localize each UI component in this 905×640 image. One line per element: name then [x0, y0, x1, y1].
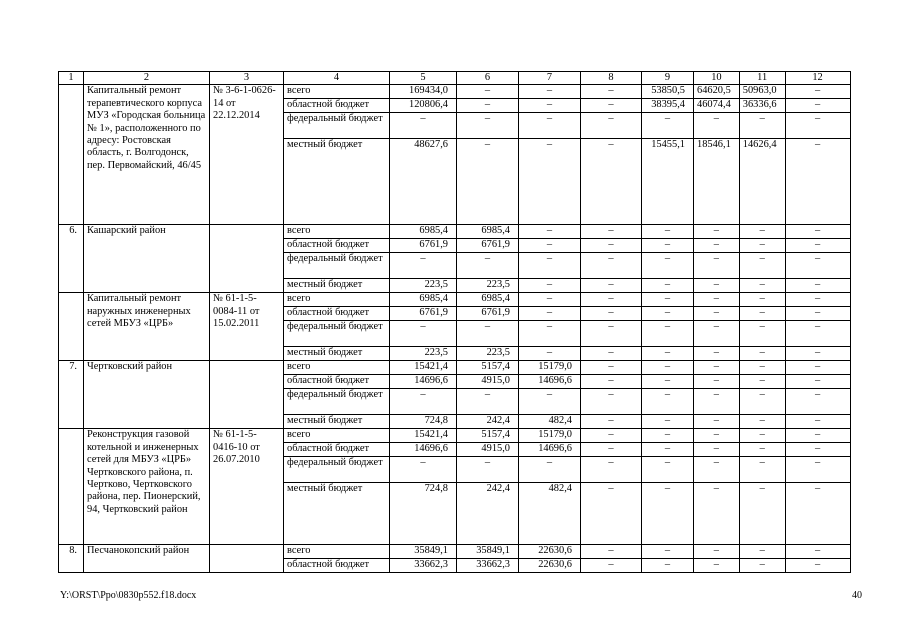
amount-cell: – — [694, 389, 740, 415]
amount-cell: – — [457, 99, 519, 113]
amount-cell: – — [739, 321, 785, 347]
amount-cell: – — [519, 225, 581, 239]
object-name-cell: Кашарский район — [84, 225, 210, 293]
amount-cell: – — [519, 293, 581, 307]
amount-cell: – — [457, 113, 519, 139]
amount-cell: – — [642, 113, 694, 139]
amount-cell: – — [581, 293, 642, 307]
amount-cell: – — [519, 99, 581, 113]
column-number-header: 2 — [84, 72, 210, 85]
amount-cell: – — [694, 253, 740, 279]
amount-cell: – — [642, 321, 694, 347]
amount-cell: 6761,9 — [457, 307, 519, 321]
amount-cell: – — [581, 307, 642, 321]
funding-source-cell: федеральный бюджет — [284, 253, 390, 279]
amount-cell: 4915,0 — [457, 375, 519, 389]
table-row — [59, 225, 851, 239]
amount-cell: – — [642, 361, 694, 375]
column-number-header: 3 — [210, 72, 284, 85]
amount-cell: – — [581, 415, 642, 429]
amount-cell: – — [785, 389, 850, 415]
amount-cell: 223,5 — [390, 279, 457, 293]
amount-cell: – — [694, 415, 740, 429]
amount-cell: – — [694, 307, 740, 321]
amount-cell: 6985,4 — [390, 225, 457, 239]
amount-cell: – — [581, 429, 642, 443]
table-row — [59, 85, 851, 99]
column-number-header: 8 — [581, 72, 642, 85]
amount-cell: 5157,4 — [457, 429, 519, 443]
amount-cell: 482,4 — [519, 483, 581, 545]
funding-source-cell: федеральный бюджет — [284, 321, 390, 347]
amount-cell: – — [519, 457, 581, 483]
amount-cell: – — [694, 225, 740, 239]
amount-cell: – — [642, 389, 694, 415]
amount-cell: 36336,6 — [739, 99, 785, 113]
column-number-header: 4 — [284, 72, 390, 85]
amount-cell: – — [457, 389, 519, 415]
document-reference-cell — [210, 361, 284, 429]
amount-cell: – — [642, 225, 694, 239]
amount-cell: – — [581, 99, 642, 113]
row-number-cell: 6. — [59, 225, 84, 293]
column-number-header: 1 — [59, 72, 84, 85]
amount-cell: – — [390, 389, 457, 415]
amount-cell: 15421,4 — [390, 429, 457, 443]
amount-cell: – — [739, 253, 785, 279]
column-number-header: 6 — [457, 72, 519, 85]
footer-page-number: 40 — [852, 590, 862, 601]
amount-cell: 223,5 — [457, 279, 519, 293]
amount-cell: – — [694, 457, 740, 483]
amount-cell: – — [390, 321, 457, 347]
amount-cell: – — [642, 347, 694, 361]
amount-cell: – — [519, 239, 581, 253]
amount-cell: – — [642, 293, 694, 307]
amount-cell: – — [581, 321, 642, 347]
amount-cell: 64620,5 — [694, 85, 740, 99]
column-number-header: 7 — [519, 72, 581, 85]
funding-source-cell: областной бюджет — [284, 99, 390, 113]
amount-cell: – — [581, 483, 642, 545]
header-row — [59, 72, 851, 85]
funding-source-cell: всего — [284, 361, 390, 375]
amount-cell: – — [581, 225, 642, 239]
funding-source-cell: местный бюджет — [284, 139, 390, 225]
amount-cell: – — [785, 113, 850, 139]
amount-cell: – — [519, 347, 581, 361]
amount-cell: – — [785, 483, 850, 545]
amount-cell: – — [519, 253, 581, 279]
amount-cell: – — [739, 545, 785, 559]
amount-cell: – — [457, 85, 519, 99]
amount-cell: – — [457, 457, 519, 483]
funding-source-cell: всего — [284, 429, 390, 443]
amount-cell: 35849,1 — [457, 545, 519, 559]
amount-cell: – — [519, 85, 581, 99]
amount-cell: 242,4 — [457, 483, 519, 545]
amount-cell: 53850,5 — [642, 85, 694, 99]
column-number-header: 10 — [694, 72, 740, 85]
amount-cell: 22630,6 — [519, 545, 581, 559]
document-reference-cell: № 61-1-5-0084-11 от 15.02.2011 — [210, 293, 284, 361]
amount-cell: 482,4 — [519, 415, 581, 429]
amount-cell: 14696,6 — [390, 443, 457, 457]
amount-cell: – — [739, 415, 785, 429]
funding-source-cell: федеральный бюджет — [284, 389, 390, 415]
amount-cell: 724,8 — [390, 415, 457, 429]
funding-source-cell: областной бюджет — [284, 307, 390, 321]
amount-cell: – — [694, 375, 740, 389]
table-row — [59, 429, 851, 443]
amount-cell: – — [785, 321, 850, 347]
amount-cell: – — [581, 279, 642, 293]
object-name-cell: Чертковский район — [84, 361, 210, 429]
amount-cell: – — [694, 113, 740, 139]
row-number-cell — [59, 293, 84, 361]
amount-cell: 6985,4 — [390, 293, 457, 307]
amount-cell: – — [785, 375, 850, 389]
document-reference-cell — [210, 225, 284, 293]
amount-cell: – — [739, 429, 785, 443]
amount-cell: – — [642, 429, 694, 443]
amount-cell: – — [519, 139, 581, 225]
funding-source-cell: местный бюджет — [284, 415, 390, 429]
amount-cell: – — [519, 113, 581, 139]
amount-cell: – — [785, 99, 850, 113]
amount-cell: – — [642, 375, 694, 389]
amount-cell: – — [581, 253, 642, 279]
amount-cell: – — [642, 457, 694, 483]
amount-cell: – — [519, 389, 581, 415]
amount-cell: 33662,3 — [457, 559, 519, 573]
amount-cell: – — [390, 113, 457, 139]
amount-cell: 6761,9 — [390, 239, 457, 253]
table-row — [59, 361, 851, 375]
funding-source-cell: федеральный бюджет — [284, 457, 390, 483]
amount-cell: – — [642, 253, 694, 279]
amount-cell: – — [642, 415, 694, 429]
amount-cell: – — [694, 361, 740, 375]
amount-cell: 35849,1 — [390, 545, 457, 559]
column-number-header: 11 — [739, 72, 785, 85]
amount-cell: – — [519, 307, 581, 321]
funding-source-cell: местный бюджет — [284, 279, 390, 293]
amount-cell: – — [785, 279, 850, 293]
object-name-cell: Капитальный ремонт наружных инженерных сетей МБУЗ «ЦРБ» — [84, 293, 210, 361]
amount-cell: – — [785, 239, 850, 253]
object-name-cell: Песчанокопский район — [84, 545, 210, 573]
funding-source-cell: областной бюджет — [284, 559, 390, 573]
amount-cell: 223,5 — [457, 347, 519, 361]
amount-cell: – — [457, 321, 519, 347]
amount-cell: – — [739, 279, 785, 293]
amount-cell: – — [785, 293, 850, 307]
amount-cell: – — [739, 457, 785, 483]
funding-source-cell: всего — [284, 293, 390, 307]
amount-cell: – — [694, 279, 740, 293]
amount-cell: 5157,4 — [457, 361, 519, 375]
amount-cell: – — [739, 225, 785, 239]
amount-cell: – — [785, 139, 850, 225]
amount-cell: – — [642, 443, 694, 457]
amount-cell: 15179,0 — [519, 361, 581, 375]
table-row — [59, 293, 851, 307]
row-number-cell — [59, 85, 84, 225]
amount-cell: 14696,6 — [519, 375, 581, 389]
amount-cell: 15421,4 — [390, 361, 457, 375]
document-reference-cell: № 61-1-5-0416-10 от 26.07.2010 — [210, 429, 284, 545]
funding-source-cell: местный бюджет — [284, 483, 390, 545]
amount-cell: – — [694, 559, 740, 573]
amount-cell: – — [785, 225, 850, 239]
amount-cell: – — [694, 347, 740, 361]
amount-cell: – — [642, 239, 694, 253]
amount-cell: 14626,4 — [739, 139, 785, 225]
amount-cell: – — [785, 253, 850, 279]
column-number-header: 9 — [642, 72, 694, 85]
amount-cell: – — [581, 457, 642, 483]
amount-cell: 46074,4 — [694, 99, 740, 113]
amount-cell: – — [519, 279, 581, 293]
row-number-cell: 7. — [59, 361, 84, 429]
amount-cell: – — [642, 307, 694, 321]
funding-source-cell: областной бюджет — [284, 239, 390, 253]
amount-cell: 18546,1 — [694, 139, 740, 225]
amount-cell: – — [785, 307, 850, 321]
amount-cell: 724,8 — [390, 483, 457, 545]
amount-cell: 169434,0 — [390, 85, 457, 99]
amount-cell: – — [457, 139, 519, 225]
amount-cell: – — [694, 429, 740, 443]
amount-cell: 6761,9 — [390, 307, 457, 321]
amount-cell: 6985,4 — [457, 225, 519, 239]
amount-cell: 223,5 — [390, 347, 457, 361]
amount-cell: 14696,6 — [390, 375, 457, 389]
amount-cell: – — [581, 389, 642, 415]
amount-cell: – — [739, 559, 785, 573]
amount-cell: 50963,0 — [739, 85, 785, 99]
table-row — [59, 545, 851, 559]
amount-cell: – — [739, 347, 785, 361]
amount-cell: – — [581, 139, 642, 225]
amount-cell: 22630,6 — [519, 559, 581, 573]
amount-cell: – — [642, 279, 694, 293]
amount-cell: – — [581, 545, 642, 559]
document-reference-cell: № 3-6-1-0626-14 от 22.12.2014 — [210, 85, 284, 225]
amount-cell: 33662,3 — [390, 559, 457, 573]
amount-cell: – — [785, 361, 850, 375]
amount-cell: – — [739, 389, 785, 415]
amount-cell: 242,4 — [457, 415, 519, 429]
amount-cell: – — [581, 85, 642, 99]
amount-cell: – — [694, 443, 740, 457]
amount-cell: – — [694, 293, 740, 307]
object-name-cell: Реконструкция газовой котельной и инженерных сетей для МБУЗ «ЦРБ» Чертковского района, п. Чертково, Чертковского района, пер. Пионерский, 94, Чертковский район — [84, 429, 210, 545]
amount-cell: – — [785, 443, 850, 457]
amount-cell: – — [457, 253, 519, 279]
document-reference-cell — [210, 545, 284, 573]
funding-source-cell: федеральный бюджет — [284, 113, 390, 139]
funding-source-cell: областной бюджет — [284, 443, 390, 457]
amount-cell: – — [694, 483, 740, 545]
amount-cell: – — [390, 253, 457, 279]
funding-source-cell: местный бюджет — [284, 347, 390, 361]
amount-cell: – — [581, 239, 642, 253]
funding-source-cell: всего — [284, 225, 390, 239]
amount-cell: – — [785, 545, 850, 559]
amount-cell: – — [581, 113, 642, 139]
amount-cell: 38395,4 — [642, 99, 694, 113]
funding-source-cell: всего — [284, 85, 390, 99]
amount-cell: – — [785, 457, 850, 483]
row-number-cell: 8. — [59, 545, 84, 573]
object-name-cell: Капитальный ремонт терапевтического корпуса МУЗ «Городская больница № 1», расположенного по адресу: Ростовская область, г. Волгодонск, пер. Первомайский, 46/45 — [84, 85, 210, 225]
amount-cell: – — [694, 239, 740, 253]
funding-source-cell: всего — [284, 545, 390, 559]
budget-table — [58, 71, 851, 573]
amount-cell: 14696,6 — [519, 443, 581, 457]
amount-cell: – — [581, 347, 642, 361]
amount-cell: – — [739, 293, 785, 307]
amount-cell: – — [581, 559, 642, 573]
amount-cell: – — [519, 321, 581, 347]
amount-cell: – — [581, 443, 642, 457]
amount-cell: – — [694, 321, 740, 347]
amount-cell: – — [739, 375, 785, 389]
amount-cell: – — [785, 559, 850, 573]
column-number-header: 5 — [390, 72, 457, 85]
amount-cell: – — [739, 113, 785, 139]
amount-cell: – — [739, 361, 785, 375]
amount-cell: – — [739, 307, 785, 321]
funding-source-cell: областной бюджет — [284, 375, 390, 389]
amount-cell: – — [390, 457, 457, 483]
amount-cell: – — [785, 347, 850, 361]
amount-cell: – — [739, 239, 785, 253]
amount-cell: – — [642, 483, 694, 545]
amount-cell: – — [642, 559, 694, 573]
amount-cell: – — [785, 85, 850, 99]
amount-cell: 6985,4 — [457, 293, 519, 307]
amount-cell: 15179,0 — [519, 429, 581, 443]
amount-cell: – — [785, 429, 850, 443]
amount-cell: – — [739, 483, 785, 545]
amount-cell: 6761,9 — [457, 239, 519, 253]
column-number-header: 12 — [785, 72, 850, 85]
amount-cell: 48627,6 — [390, 139, 457, 225]
amount-cell: 120806,4 — [390, 99, 457, 113]
amount-cell: – — [581, 375, 642, 389]
amount-cell: – — [785, 415, 850, 429]
amount-cell: 15455,1 — [642, 139, 694, 225]
amount-cell: 4915,0 — [457, 443, 519, 457]
footer-file-path: Y:\ORST\Ppo\0830p552.f18.docx — [60, 590, 197, 601]
amount-cell: – — [694, 545, 740, 559]
row-number-cell — [59, 429, 84, 545]
amount-cell: – — [739, 443, 785, 457]
amount-cell: – — [581, 361, 642, 375]
amount-cell: – — [642, 545, 694, 559]
